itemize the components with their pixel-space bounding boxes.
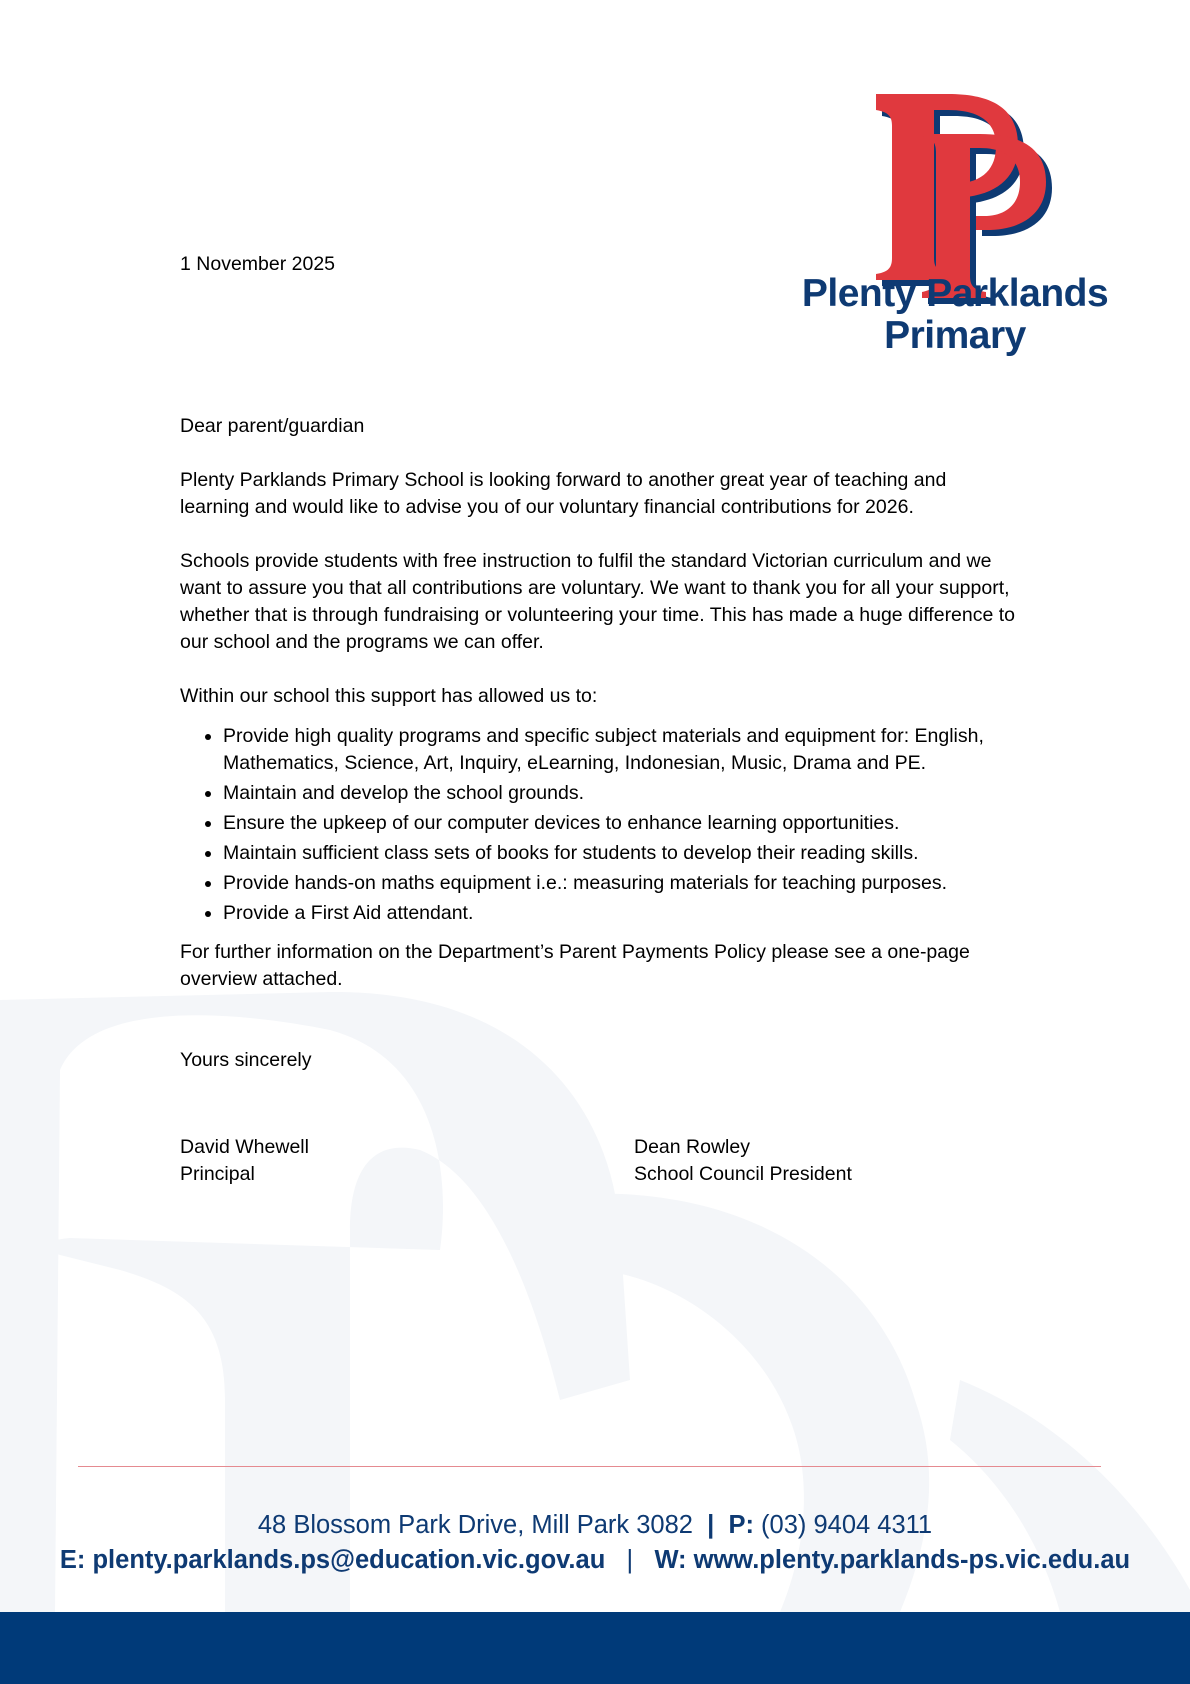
school-logo-wordmark [790,273,1120,357]
list-item: • Provide a First Aid attendant. [223,900,1020,927]
letter-date: 1 November 2025 [180,253,336,275]
footer-web-link[interactable]: www.plenty.parklands-ps.vic.edu.au [693,1546,1131,1574]
paragraph-intro: Plenty Parklands Primary School is looking forward to another great year of teaching and learning and would like to advise you of our voluntary financial contributions for 2026. [180,469,947,518]
footer-separator: | [707,1511,715,1539]
paragraph-support-lead: Within our school this support has allowed us to: [180,685,598,707]
list-item: • Provide high quality programs and specific subject materials and equipment for: English, Mathematics, Science, Art, Inquiry, eLearning, Indonesian, Music, Drama and PE. [223,723,1020,777]
signatory-title: School Council President [634,1163,852,1185]
letter-body [180,413,1020,1101]
salutation: Dear parent/guardian [180,415,365,437]
footer-bar [0,1612,1190,1684]
closing: Yours sincerely [180,1049,312,1071]
signatory-principal [180,1134,309,1188]
footer-phone[interactable]: (03) 9404 4311 [761,1511,933,1539]
signatory-title: Principal [180,1163,255,1185]
footer-separator: | [626,1546,634,1574]
list-item: • Maintain sufficient class sets of books for students to develop their reading skills. [223,840,1020,867]
footer-divider [78,1466,1101,1467]
paragraph-further-info: For further information on the Department’s Parent Payments Policy please see a one-page overview attached. [180,941,970,990]
list-item: • Maintain and develop the school grounds. [223,780,1020,807]
footer-contact-line [0,1546,1190,1575]
list-item: • Ensure the upkeep of our computer devices to enhance learning opportunities. [223,810,1020,837]
footer-email-link[interactable]: plenty.parklands.ps@education.vic.gov.au [92,1546,606,1574]
signatory-council-president [634,1134,852,1188]
signatory-name: David Whewell [180,1136,309,1158]
footer-address: 48 Blossom Park Drive, Mill Park 3082 [257,1511,693,1539]
list-item: • Provide hands-on maths equipment i.e.: measuring materials for teaching purposes. [223,870,1020,897]
footer-phone-label: P: [728,1511,754,1539]
footer-address-line [0,1511,1190,1540]
signatory-name: Dean Rowley [634,1136,750,1158]
paragraph-voluntary: Schools provide students with free instruction to fulfil the standard Victorian curriculum and we want to assure you that all contributions are voluntary. We want to thank you for all your support, whether that is through fundraising or volunteering your time. This has made a huge difference to our school and the programs we can offer. [180,550,1016,653]
logo-name-line2: Primary [884,314,1026,357]
logo-name-line1: Plenty Parklands [801,272,1109,315]
footer-email-label: E: [59,1546,86,1574]
footer-web-label: W: [654,1546,687,1574]
support-list [180,723,1020,927]
